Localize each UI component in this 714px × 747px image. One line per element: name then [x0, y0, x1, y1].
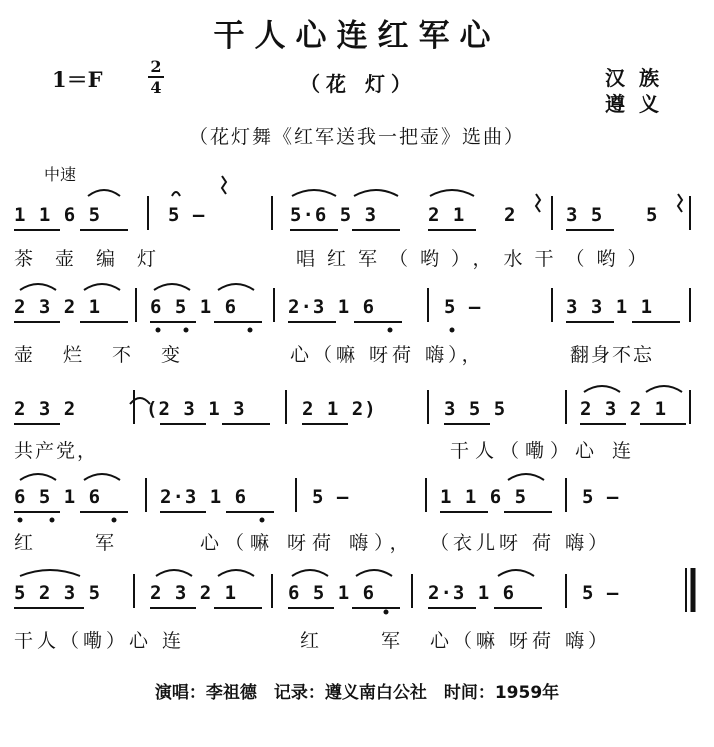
note-group: 5 –	[582, 582, 620, 604]
note-group: 6 5 1 6	[288, 582, 376, 604]
note-group: 2 1 2)	[302, 398, 377, 420]
lyric-line: 茶壶编灯	[14, 248, 179, 270]
note-group: 5	[646, 204, 659, 226]
note-group: 2	[504, 204, 517, 226]
ornament-marks	[172, 176, 682, 212]
time-sig-numerator: 2	[150, 57, 162, 76]
note-group: (2 3 1 3	[146, 398, 246, 420]
note-group: 6 5 1 6	[14, 486, 102, 508]
place-label: 遵义	[605, 92, 673, 116]
note-group: 5 –	[582, 486, 620, 508]
note-group: 5 –	[444, 296, 482, 318]
lyric-line: 心（嘛 呀荷 嗨）	[430, 630, 612, 652]
note-group: 6 5 1 6	[150, 296, 238, 318]
time-sig-denominator: 4	[150, 78, 162, 97]
lyric-line: 干人（嘞）心 连	[450, 440, 638, 462]
bar-lines	[134, 196, 693, 612]
note-group: 3 3 1 1	[566, 296, 654, 318]
lyric-line: 红 军	[14, 532, 143, 554]
note-group: 2 1	[428, 204, 466, 226]
note-group: 3 5 5	[444, 398, 507, 420]
lyric-line: 干人（嘞）心 连	[14, 630, 186, 652]
song-title: 干人心连红军心	[213, 18, 501, 54]
note-group: 1 1 6 5	[440, 486, 528, 508]
genre-label: （花 灯）	[300, 72, 417, 96]
note-group: 2·3 1 6	[160, 486, 248, 508]
lyric-line: 红 军	[300, 630, 429, 652]
lyric-line: 唱红军（哟），水干（哟）	[296, 248, 659, 270]
credits-line: 演唱：李祖德 记录：遵义南白公社 时间：1959年	[154, 683, 560, 703]
lyric-line: 壶烂不变	[14, 344, 211, 366]
lyric-line: 心（嘛 呀荷 嗨），	[290, 344, 485, 366]
note-group: 2·3 1 6	[288, 296, 376, 318]
lyric-line: 翻身不忘	[570, 344, 655, 366]
lyric-line: 心（嘛 呀荷 嗨），	[200, 532, 415, 554]
note-group: 5·6 5 3	[290, 204, 378, 226]
note-group: 2 3 2	[14, 398, 77, 420]
note-group: 2 3 2 1	[14, 296, 102, 318]
note-group: 2 3 2 1	[580, 398, 668, 420]
note-group: 1 1 6 5	[14, 204, 102, 226]
key-signature: 1＝F	[52, 67, 103, 92]
slurs	[20, 190, 682, 576]
note-group: 2·3 1 6	[428, 582, 516, 604]
octave-dots	[18, 328, 455, 615]
tempo-marking: 中速	[44, 165, 77, 184]
lyric-line: 共产党，	[14, 440, 99, 462]
note-group: 2 3 2 1	[150, 582, 238, 604]
source-note: （花灯舞《红军送我一把壶》选曲）	[188, 126, 525, 148]
ethnicity-label: 汉族	[605, 66, 673, 90]
lyric-line: （衣儿呀 荷 嗨）	[430, 532, 612, 554]
note-group: 5 –	[312, 486, 350, 508]
note-group: 3 5	[566, 204, 604, 226]
note-group: 5 2 3 5	[14, 582, 102, 604]
note-group: 5 –	[168, 204, 206, 226]
